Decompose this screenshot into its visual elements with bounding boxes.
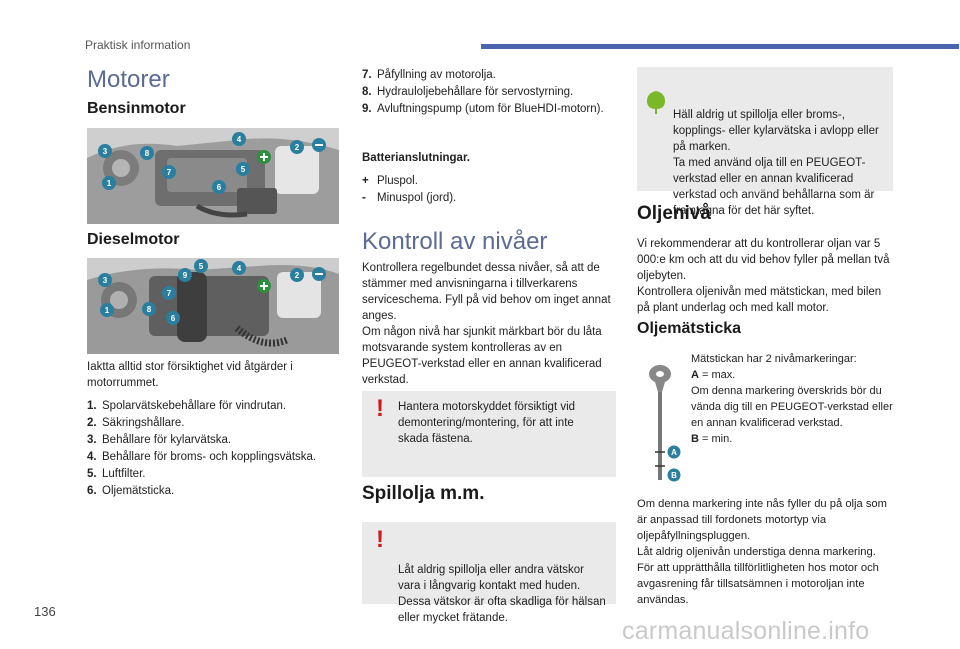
diesel-engine-heading: Dieselmotor <box>87 231 180 248</box>
dipstick-illustration <box>647 362 683 486</box>
oil-final-text: Om denna markering inte nås fyller du på olja som är anpassad till fordonets motortyp via oljepåfyllningspluggen. Låt aldrig oljenivån understiga denna markering. För att upprätthålla tillförlitligheten hos motor och avgasrening får tillsatsämnen i motoroljan inte användas. <box>637 498 887 606</box>
list-item: 7. Påfyllning av motorolja. <box>362 69 496 81</box>
oil-level-text: Vi rekommenderar att du kontrollerar oljan var 5 000:e km och att du vid behov fyller på mellan två oljebyten. Kontrollera oljenivån med mätstickan, med bilen på plant underlag och med kall motor. <box>637 238 890 314</box>
callout-7: 7 <box>166 168 172 177</box>
callout-4: 4 <box>236 135 242 144</box>
callout-3: 3 <box>102 147 108 156</box>
petrol-engine-photo <box>87 128 339 224</box>
dipstick-intro: Mätstickan har 2 nivåmarkeringar: <box>691 353 857 365</box>
eco-note-text: Häll aldrig ut spillolja eller broms-, kopplings- eller kylarvätska i avlopp eller på marken. Ta med använd olja till en PEUGEOT-verkstad eller en annan kvalificerad verkstad och använd behållarna som är framtagna för det här syftet. <box>673 109 879 217</box>
spill-warning-box <box>362 522 616 624</box>
header-section-label: Praktisk information <box>85 38 191 52</box>
diesel-engine-photo <box>87 258 339 354</box>
list-item: 1. Spolarvätskebehållare för vindrutan. <box>87 400 287 412</box>
mark-b-line: B = min. <box>691 433 733 445</box>
dipstick-heading: Oljemätsticka <box>637 320 742 337</box>
callout-1: 1 <box>106 179 112 188</box>
levels-title: Kontroll av nivåer <box>362 228 548 255</box>
warning-icon: ! <box>376 395 384 422</box>
callout-2: 2 <box>294 143 300 152</box>
diesel-callout-3: 3 <box>102 276 108 285</box>
list-item: 6. Oljemätsticka. <box>87 485 175 497</box>
dip-label-a: A <box>671 448 677 457</box>
hood-warning-text: Hantera motorskyddet försiktigt vid demontering/montering, för att inte skada fästena. <box>398 401 576 445</box>
mark-a-line: A = max. <box>691 369 736 381</box>
dipstick-exceed: Om denna markering överskrids bör du vända dig till en PEUGEOT-verkstad eller en annan kvalificerad verkstad. <box>691 385 893 429</box>
leaf-icon <box>645 73 667 99</box>
watermark: carmanualsonline.info <box>622 617 870 645</box>
diesel-callout-6: 6 <box>170 314 176 323</box>
hood-warning-box <box>362 391 616 477</box>
callout-5: 5 <box>240 165 246 174</box>
diesel-callout-7: 7 <box>166 289 172 298</box>
oil-level-title: Oljenivå <box>637 203 711 224</box>
list-item: 2. Säkringshållare. <box>87 417 185 429</box>
callout-6: 6 <box>216 183 222 192</box>
dipstick-text <box>691 351 893 447</box>
page-title: Motorer <box>87 66 170 93</box>
warning-icon: ! <box>376 526 384 553</box>
dip-label-b: B <box>671 471 677 480</box>
list-item: - Minuspol (jord). <box>362 192 457 204</box>
levels-text: Kontrollera regelbundet dessa nivåer, så att de stämmer med anvisningarna i tillverkarens serviceschema. Fyll på vid behov om inget annat anges. Om någon nivå har sjunkit märkbart bör du låta motsvarande system kontrolleras av en PEUGEOT-verkstad eller en annan kvalificerad verkstad. <box>362 262 611 386</box>
caution-text: Iaktta alltid stor försiktighet vid åtgärder i motorrummet. <box>87 361 293 389</box>
header-accent-bar <box>481 44 959 49</box>
battery-list <box>362 173 612 207</box>
component-list-2 <box>362 67 612 118</box>
diesel-callout-4: 4 <box>236 264 242 273</box>
list-item: 8. Hydrauloljebehållare för servostyrning. <box>362 86 574 98</box>
list-item: 3. Behållare för kylarvätska. <box>87 434 232 446</box>
diesel-callout-5: 5 <box>198 262 204 271</box>
battery-heading: Batterianslutningar. <box>362 152 470 164</box>
callout-8: 8 <box>144 149 150 158</box>
page-number: 136 <box>34 604 56 619</box>
component-list-1 <box>87 398 337 500</box>
list-item: 5. Luftfilter. <box>87 468 146 480</box>
diesel-callout-9: 9 <box>182 271 188 280</box>
spill-title: Spillolja m.m. <box>362 483 485 504</box>
list-item: 4. Behållare för broms- och kopplingsvätska. <box>87 451 317 463</box>
diesel-callout-1: 1 <box>104 306 110 315</box>
petrol-engine-heading: Bensinmotor <box>87 100 186 117</box>
diesel-callout-2: 2 <box>294 271 300 280</box>
diesel-callout-8: 8 <box>146 305 152 314</box>
list-item: 9. Avluftningspump (utom för BlueHDI-motorn). <box>362 103 604 115</box>
spill-warning-text: Låt aldrig spillolja eller andra vätskor vara i långvarig kontakt med huden. Dessa vätskor är ofta skadliga för hälsan eller mycket frätande. <box>398 564 606 624</box>
list-item: + Pluspol. <box>362 175 418 187</box>
